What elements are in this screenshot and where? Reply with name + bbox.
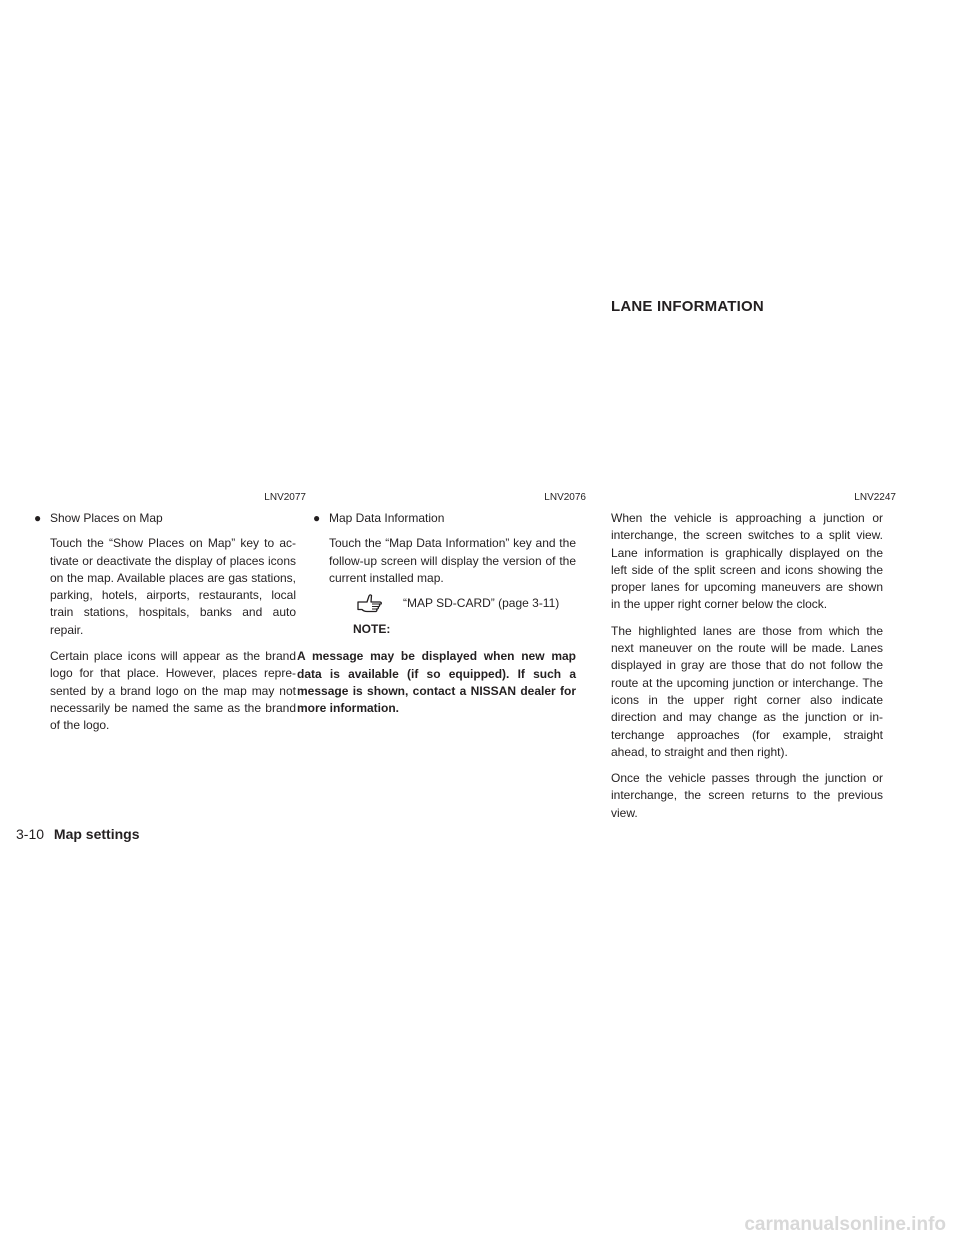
- section-heading: LANE INFORMATION: [611, 298, 764, 315]
- bullet-item-map-data: [313, 510, 576, 527]
- bullet-item-show-places: [34, 510, 296, 527]
- page-number: 3-10: [16, 826, 45, 842]
- bullet-icon: ●: [34, 511, 42, 525]
- paragraph: Certain place icons will appear as the brand logo for that place. However, places repre- sented by a brand logo on the map may not necessarily be named the same as the brand of the logo.: [50, 649, 296, 733]
- figure-label-2: LNV2076: [544, 492, 586, 503]
- cross-reference: [357, 593, 576, 613]
- paragraph: The highlighted lanes are those from which the next maneuver on the route will be made. Lanes displayed in gray are those that do not follow the route at the upcoming junction or interchange. The icons in the upper right corner also indicate direction and may change as the junction or in- terchange approaches (for example, straight ahead, to straight and then right).: [611, 623, 883, 759]
- column-2: [297, 510, 576, 727]
- bullet-icon: ●: [313, 511, 321, 525]
- watermark-logo: [708, 1208, 948, 1238]
- note-label: NOTE:: [353, 622, 391, 637]
- paragraph: When the vehicle is approaching a junction or interchange, the screen switches to a split view. Lane information is graphically displayed on the left side of the split screen and icons showing the proper lanes for upcoming maneuvers are shown in the upper right corner below the clock.: [611, 511, 883, 612]
- figure-label-3: LNV2247: [854, 492, 896, 503]
- pointing-hand-icon: [357, 593, 383, 613]
- paragraph: Once the vehicle passes through the junction or interchange, the screen returns to the previous view.: [611, 771, 883, 820]
- bullet-title: Show Places on Map: [50, 511, 163, 525]
- section-title: Map settings: [53, 826, 140, 842]
- paragraph: Touch the “Show Places on Map” key to ac- tivate or deactivate the display of places icons on the map. Available places are gas stations, parking, hotels, airports, restaurants, local train stations, hospitals, banks and auto repair.: [50, 536, 296, 637]
- note-text: A message may be displayed when new map data is available (if so equipped). If such a message is shown, contact a NISSAN dealer for more information.: [297, 649, 576, 716]
- svg-text:carmanualsonline.info: carmanualsonline.info: [744, 1214, 946, 1235]
- bullet-title: Map Data Information: [329, 511, 445, 525]
- reference-text: “MAP SD-CARD” (page 3-11): [403, 595, 560, 610]
- page-footer: [16, 826, 140, 842]
- paragraph: Touch the “Map Data Information” key and the follow-up screen will display the version of the current installed map.: [329, 536, 576, 585]
- column-1: [34, 510, 296, 744]
- column-3: [611, 510, 883, 831]
- figure-label-1: LNV2077: [264, 492, 306, 503]
